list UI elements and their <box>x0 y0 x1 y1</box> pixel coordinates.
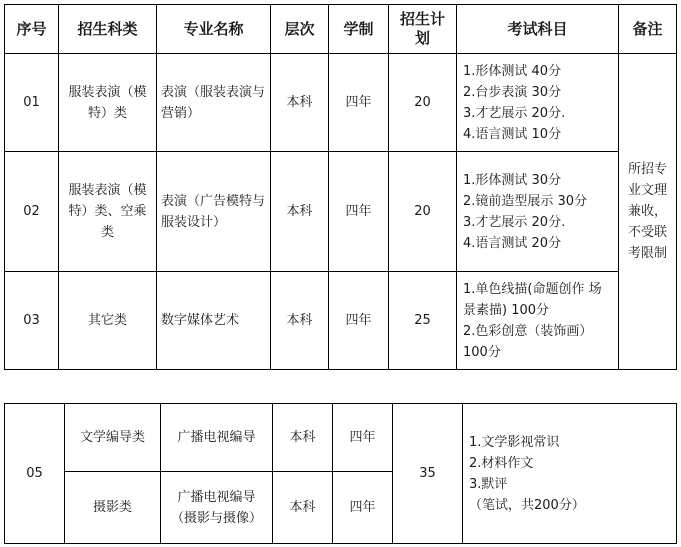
exam-item: 2.材料作文 <box>469 455 534 471</box>
major-cell: 表演（服装表演与营销） <box>157 54 271 152</box>
major-cell: 表演（广告模特与服装设计） <box>157 152 271 272</box>
plan-cell: 20 <box>389 152 457 272</box>
years-cell: 四年 <box>329 272 389 370</box>
level-cell: 本科 <box>273 472 333 544</box>
exam-item: 3.才艺展示 20分. <box>463 105 566 121</box>
admission-table-lower <box>4 403 677 544</box>
category-cell: 文学编导类 <box>65 404 161 472</box>
level-cell: 本科 <box>271 152 329 272</box>
major-cell: 广播电视编导 <box>161 404 273 472</box>
level-cell: 本科 <box>271 272 329 370</box>
exam-cell <box>463 404 677 544</box>
admission-table <box>4 4 677 370</box>
plan-cell: 20 <box>389 54 457 152</box>
category-cell: 摄影类 <box>65 472 161 544</box>
exam-item: 3.才艺展示 20分. <box>463 214 566 230</box>
years-cell: 四年 <box>333 404 393 472</box>
category-cell: 其它类 <box>59 272 157 370</box>
major-cell: 数字媒体艺术 <box>157 272 271 370</box>
exam-cell <box>457 54 619 152</box>
years-cell: 四年 <box>329 54 389 152</box>
seq-cell: 02 <box>5 152 59 272</box>
header-note: 备注 <box>619 5 677 54</box>
header-seq: 序号 <box>5 5 59 54</box>
years-cell: 四年 <box>329 152 389 272</box>
note-cell: 所招专业文理兼收，不受联考限制 <box>619 54 677 370</box>
header-major: 专业名称 <box>157 5 271 54</box>
header-level: 层次 <box>271 5 329 54</box>
exam-item: 1.形体测试 40分 <box>463 63 562 79</box>
exam-item: （笔试，共200分） <box>469 497 585 513</box>
category-cell: 服装表演（模特）类 <box>59 54 157 152</box>
table-row <box>5 152 677 272</box>
years-cell: 四年 <box>333 472 393 544</box>
seq-cell: 03 <box>5 272 59 370</box>
level-cell: 本科 <box>273 404 333 472</box>
exam-cell <box>457 152 619 272</box>
major-cell: 广播电视编导（摄影与摄像） <box>161 472 273 544</box>
header-category: 招生科类 <box>59 5 157 54</box>
exam-item: 2.台步表演 30分 <box>463 84 562 100</box>
table-row <box>5 272 677 370</box>
table-row <box>5 54 677 152</box>
exam-item: 2.色彩创意（装饰画）100分 <box>463 323 593 360</box>
exam-cell <box>457 272 619 370</box>
table-row <box>5 404 677 472</box>
header-row <box>5 5 677 54</box>
seq-cell: 05 <box>5 404 65 544</box>
exam-item: 1.文学影视常识 <box>469 434 560 450</box>
exam-item: 1.单色线描(命题创作 场景素描) 100分 <box>463 281 602 318</box>
seq-cell: 01 <box>5 54 59 152</box>
exam-item: 2.镜前造型展示 30分 <box>463 193 588 209</box>
exam-item: 4.语言测试 10分 <box>463 126 562 142</box>
header-years: 学制 <box>329 5 389 54</box>
plan-cell: 35 <box>393 404 463 544</box>
category-cell: 服装表演（模特）类、空乘类 <box>59 152 157 272</box>
header-exams: 考试科目 <box>457 5 619 54</box>
header-plan: 招生计划 <box>389 5 457 54</box>
exam-item: 4.语言测试 20分 <box>463 235 562 251</box>
level-cell: 本科 <box>271 54 329 152</box>
exam-item: 3.默评 <box>469 476 508 492</box>
plan-cell: 25 <box>389 272 457 370</box>
exam-item: 1.形体测试 30分 <box>463 172 562 188</box>
